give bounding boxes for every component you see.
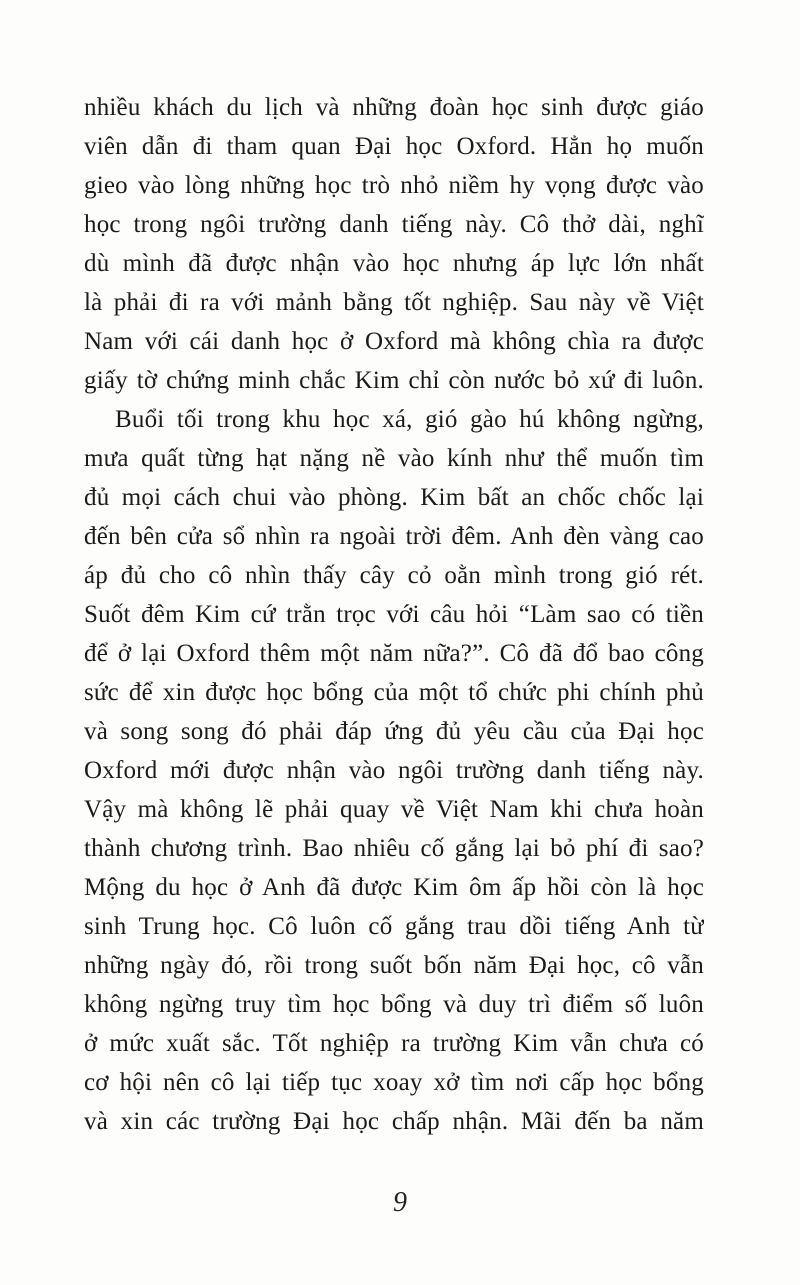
text-line: những ngày đó, rồi trong suốt bốn năm Đại học, cô vẫn [84, 952, 704, 979]
text-line: và song song đó phải đáp ứng đủ yêu cầu của Đại học [84, 718, 704, 745]
text-line: cơ hội nên cô lại tiếp tục xoay xở tìm nơi cấp học bổng [84, 1069, 704, 1096]
text-line: Mộng du học ở Anh đã được Kim ôm ấp hồi còn là học [84, 874, 704, 901]
text-line: đủ mọi cách chui vào phòng. Kim bất an chốc chốc lại [84, 484, 704, 511]
text-line: áp đủ cho cô nhìn thấy cây cỏ oằn mình trong gió rét. [84, 562, 704, 589]
text-line: sức để xin được học bổng của một tổ chức phi chính phủ [84, 679, 704, 706]
paragraph [84, 400, 704, 1141]
text-line: sinh Trung học. Cô luôn cố gắng trau dồi tiếng Anh từ [84, 913, 704, 940]
text-line: ở mức xuất sắc. Tốt nghiệp ra trường Kim vẫn chưa có [84, 1030, 704, 1057]
text-line: gieo vào lòng những học trò nhỏ niềm hy vọng được vào [84, 172, 704, 199]
text-line: và xin các trường Đại học chấp nhận. Mãi đến ba năm [84, 1108, 704, 1135]
text-line: mưa quất từng hạt nặng nề vào kính như thể muốn tìm [84, 445, 704, 472]
text-line: học trong ngôi trường danh tiếng này. Cô thở dài, nghĩ [84, 211, 704, 238]
text-line: giấy tờ chứng minh chắc Kim chỉ còn nước bỏ xứ đi luôn. [84, 367, 704, 394]
text-line: Nam với cái danh học ở Oxford mà không chìa ra được [84, 328, 704, 355]
text-line: không ngừng truy tìm học bổng và duy trì điểm số luôn [84, 991, 704, 1018]
text-line: Vậy mà không lẽ phải quay về Việt Nam khi chưa hoàn [84, 796, 704, 823]
text-line: đến bên cửa sổ nhìn ra ngoài trời đêm. Anh đèn vàng cao [84, 523, 704, 550]
paragraph [84, 88, 704, 400]
text-line: thành chương trình. Bao nhiêu cố gắng lại bỏ phí đi sao? [84, 835, 704, 862]
text-line: Buổi tối trong khu học xá, gió gào hú không ngừng, [115, 406, 704, 433]
text-line: để ở lại Oxford thêm một năm nữa?”. Cô đã đổ bao công [84, 640, 704, 667]
text-line: viên dẫn đi tham quan Đại học Oxford. Hẳn họ muốn [84, 133, 704, 160]
text-line: Oxford mới được nhận vào ngôi trường danh tiếng này. [84, 757, 704, 784]
text-line: là phải đi ra với mảnh bằng tốt nghiệp. Sau này về Việt [84, 289, 704, 316]
text-line: dù mình đã được nhận vào học nhưng áp lực lớn nhất [84, 250, 704, 277]
text-line: Suốt đêm Kim cứ trằn trọc với câu hỏi “Làm sao có tiền [84, 601, 704, 628]
text-line: nhiều khách du lịch và những đoàn học sinh được giáo [84, 94, 704, 121]
page-text [84, 88, 704, 1141]
page-number: 9 [393, 1187, 407, 1218]
